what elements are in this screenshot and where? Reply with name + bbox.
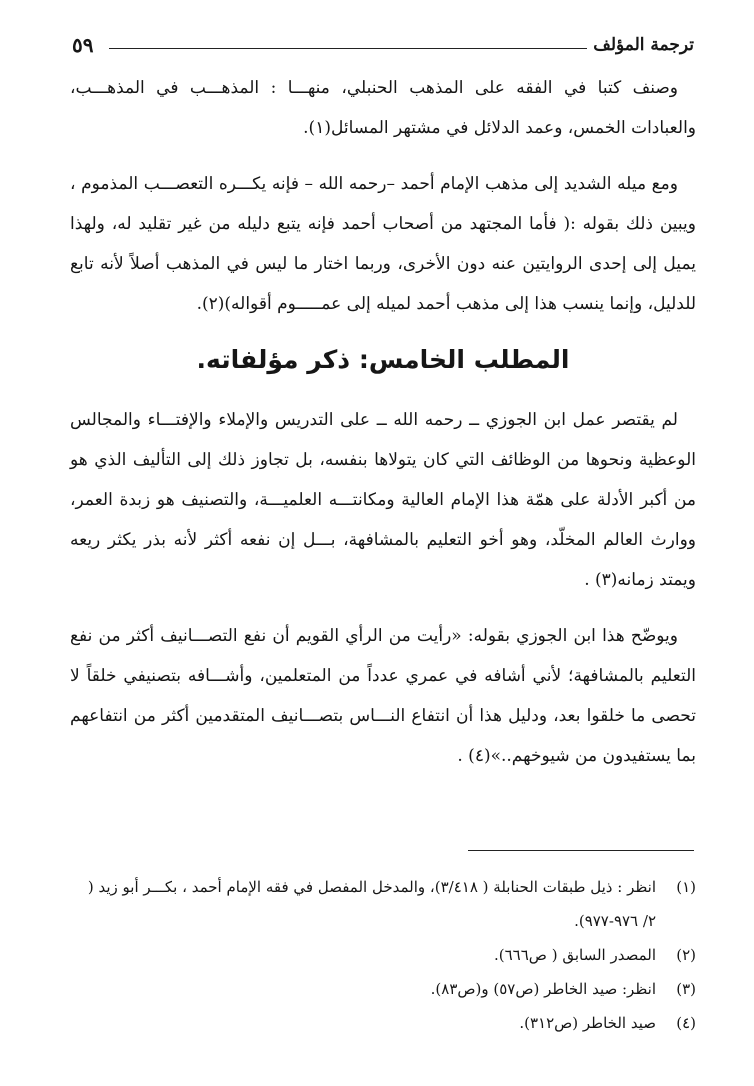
footnote-number: (٤) (676, 1014, 696, 1032)
paragraph: وصنف كتبا في الفقه على المذهب الحنبلي، منهـــا : المذهـــب في المذهـــب، والعبادات الخمس، وعمد الدلائل في مشتهر المسائل(١). (70, 78, 696, 138)
footnote (72, 870, 696, 938)
paragraph: لم يقتصر عمل ابن الجوزي ــ رحمه الله ــ على التدريس والإملاء والإفتـــاء والمجالس الوعظية ونحوها من الوظائف التي كان يتولاها بنفسه، بل تجاوز ذلك إلى التأليف الذي هو من أكبر الأدلة على همّة هذا الإمام العالية ومكانتـــه العلميـــة، والتصنيف هو زبدة العمر، ووارث العالم المخلّد، وهو أخو التعليم بالمشافهة، بـــل إن نفعه أكثر لأنه بذر يكثر ريعه ويمتد زمانه(٣) . (70, 410, 696, 590)
running-header (72, 28, 694, 62)
footnote-text: صيد الخاطر (ص٣١٢). (519, 1014, 656, 1032)
section-heading: المطلب الخامس: ذكر مؤلفاته. (196, 345, 570, 374)
footnote-number: (٢) (676, 946, 696, 964)
footnote-number: (١) (676, 878, 696, 896)
paragraph: ويوضّح هذا ابن الجوزي بقوله: «رأيت من الرأي القويم أن نفع التصـــانيف أكثر من نفع التعليم بالمشافهة؛ لأني أشافه في عمري عدداً من المتعلمين، وأشـــافه بتصنيفي خلقاً لا تحصى ما خلقوا بعد، ودليل هذا أن انتفاع النـــاس بتصـــانيف المتقدمين أكثر من انتفاعهم بما يستفيدون من شيوخهم..»(٤) . (70, 626, 696, 766)
footnote-number: (٣) (676, 980, 696, 998)
footnote-text: انظر : ذيل طبقات الحنابلة ( ٣/٤١٨)، والمدخل المفصل في فقه الإمام أحمد ، بكـــر أبو زيد ( ٢/ ٩٧٦-٩٧٧). (87, 878, 656, 930)
main-text (70, 64, 696, 792)
header-rule (109, 48, 587, 49)
footnote (72, 1006, 696, 1040)
header-title: ترجمة المؤلف (593, 35, 694, 55)
footnote-separator (468, 850, 694, 851)
footnote-text: انظر: صيد الخاطر (ص٥٧) و(ص٨٣). (430, 980, 656, 998)
footnote (72, 972, 696, 1006)
footnote-text: المصدر السابق ( ص٦٦٦). (494, 946, 656, 964)
footnote (72, 938, 696, 972)
page-number: ٥٩ (72, 33, 94, 57)
paragraph: ومع ميله الشديد إلى مذهب الإمام أحمد –رحمه الله – فإنه يكـــره التعصـــب المذموم ، ويبين ذلك بقوله :( فأما المجتهد من أصحاب أحمد فإنه يتبع دليله من غير تقليد له، ولهذا يميل إلى إحدى الروايتين عنه دون الأخرى، وربما اختار ما ليس في المذهب أصلاً لأنه تابع للدليل، وإنما ينسب هذا إلى مذهب أحمد لميله إلى عمـــــوم أقواله)(٢). (70, 174, 696, 314)
footnotes (72, 870, 696, 1040)
